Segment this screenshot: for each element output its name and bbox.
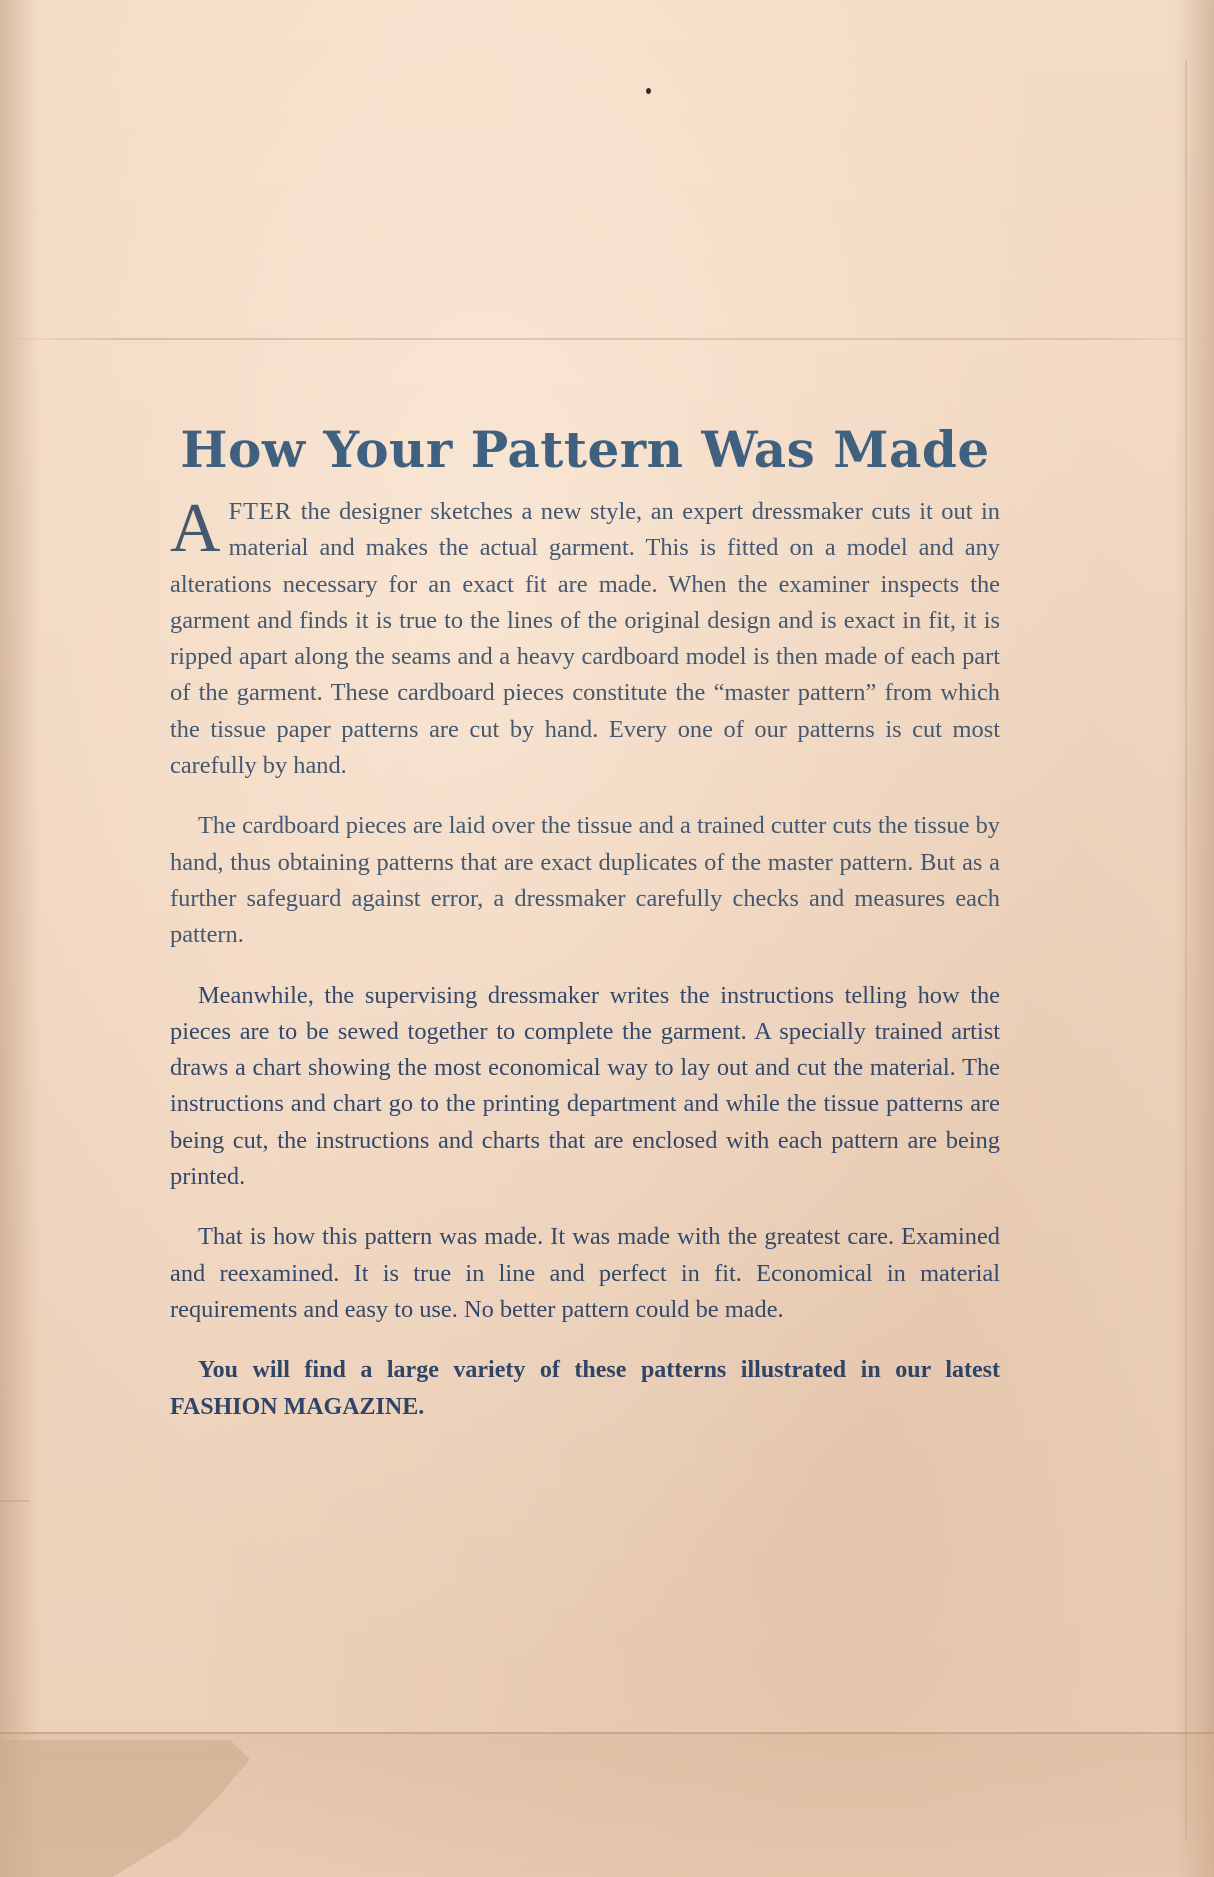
paragraph-2: The cardboard pieces are laid over the tissue and a trained cutter cuts the tissue by hand, thus obtaining patterns that are exact duplicates of the master pattern. But as a further safeguard against error, a dressmaker carefully checks and measures each pattern. [170,812,1000,949]
right-fold-crease [1185,60,1187,1840]
left-edge-shadow [0,0,40,1877]
page-title: How Your Pattern Was Made [180,420,990,479]
printed-text-block [170,420,1000,1449]
paragraph-4: That is how this pattern was made. It was made with the greatest care. Examined and reexamined. It is true in line and perfect in fit. Economical in material requirements and easy to use. No better pattern could be made. [170,1223,1000,1323]
lead-word: FTER [228,498,293,525]
paragraph-3: Meanwhile, the supervising dressmaker writes the instructions telling how the pieces are to be sewed together to complete the garment. A specially trained artist draws a chart showing the most economical way to lay out and cut the material. The instructions and chart go to the printing department and while the tissue patterns are being cut, the instructions and charts that are enclosed with each pattern are being printed. [170,981,1000,1191]
paragraph-1-text: the designer sketches a new style, an expert dressmaker cuts it out in material and makes the actual garment. This is fitted on a model and any alterations necessary for an exact fit are made. When the examiner inspects the garment and finds it is true to the lines of the original design and is exact in fit, it is ripped apart along the seams and a heavy cardboard model is then made of each part of the garment. These cardboard pieces constitute the “master pattern” from which the tissue paper patterns are cut by hand. Every one of our patterns is cut most carefully by hand. [170,498,1000,780]
crease-mark [0,1500,30,1502]
right-edge-shadow [1174,0,1214,1877]
paragraph-1 [170,490,1000,784]
paragraph-5: You will find a large variety of these patterns illustrated in our latest FASHION MAGAZINE. [170,1357,1000,1420]
top-flap-fold [0,338,1214,340]
ink-speck [646,88,651,94]
drop-cap: A [170,490,221,567]
